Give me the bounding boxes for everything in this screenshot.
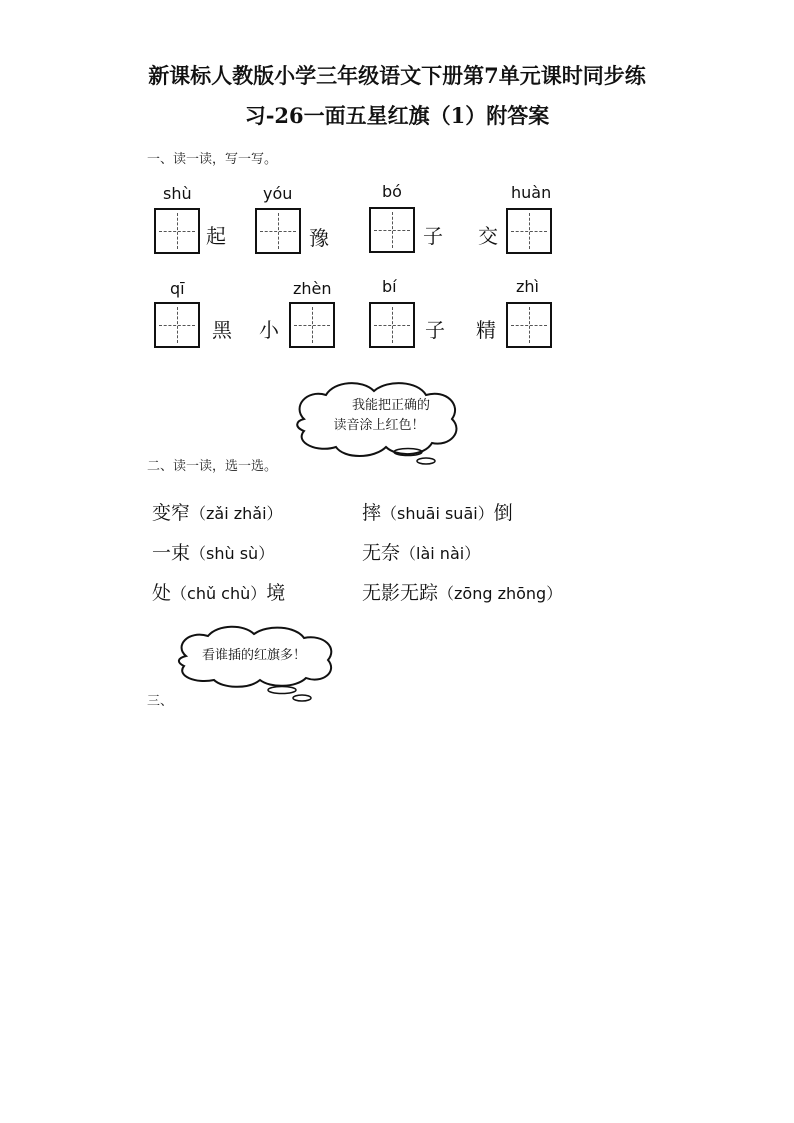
writing-box[interactable] (506, 208, 552, 254)
pinyin-bo: bó (382, 182, 402, 201)
choice-word: 摔 (362, 502, 382, 524)
pinyin-bi: bí (382, 277, 397, 296)
title-line-1: 新课标人教版小学三年级语文下册第7单元课时同步练 (148, 63, 646, 88)
char-hei: 黑 (212, 318, 232, 342)
choice-after: 倒 (493, 502, 513, 524)
char-zi: 子 (423, 224, 443, 248)
writing-box[interactable] (255, 208, 301, 254)
writing-box[interactable] (506, 302, 552, 348)
writing-box[interactable] (289, 302, 335, 348)
writing-box[interactable] (154, 208, 200, 254)
writing-box[interactable] (369, 207, 415, 253)
choice-pinyin[interactable]: （lài nài） (400, 544, 481, 563)
pinyin-huan: huàn (511, 183, 552, 202)
char-jing: 精 (476, 318, 496, 342)
choice-pinyin[interactable]: （zōng zhōng） (438, 584, 563, 603)
pinyin-zhi: zhì (516, 277, 539, 296)
cloud-1-text (304, 396, 454, 436)
char-yu: 豫 (309, 226, 329, 250)
choice-pinyin[interactable]: （shuāi suāi） (381, 504, 494, 523)
title-line-2: 习-26一面五星红旗（1）附答案 (244, 103, 550, 128)
choice-item (152, 538, 274, 565)
char-zi-2: 子 (425, 318, 445, 342)
char-qi: 起 (206, 224, 226, 248)
choice-word: 一束 (152, 542, 191, 564)
choice-word: 无影无踪 (362, 582, 439, 604)
choice-pinyin[interactable]: （chǔ chù） (171, 584, 267, 603)
pinyin-shu: shù (163, 184, 192, 203)
cloud-1-line-1: 我能把正确的 (351, 398, 430, 413)
choice-word: 处 (152, 582, 172, 604)
writing-box[interactable] (369, 302, 415, 348)
pinyin-zhen: zhèn (293, 279, 332, 298)
pinyin-you: yóu (263, 184, 293, 203)
choice-item (362, 578, 562, 605)
choice-item (152, 578, 285, 605)
choice-pinyin[interactable]: （shù sù） (190, 544, 275, 563)
section-1-heading: 一、读一读，写一写。 (147, 152, 278, 167)
choice-item (152, 498, 283, 525)
choice-word: 无奈 (362, 542, 401, 564)
choice-item (362, 538, 480, 565)
section-2-heading: 二、读一读，选一选。 (147, 459, 278, 474)
cloud-1-line-2: 读音涂上红色！ (333, 418, 425, 433)
char-xiao: 小 (259, 318, 279, 342)
choice-after: 境 (266, 582, 286, 604)
pinyin-qi: qī (170, 279, 185, 298)
cloud-2-text: 看谁插的红旗多！ (201, 648, 306, 663)
choice-pinyin[interactable]: （zǎi zhǎi） (190, 504, 283, 523)
writing-box[interactable] (154, 302, 200, 348)
char-jiao: 交 (478, 224, 498, 248)
choice-word: 变窄 (152, 502, 191, 524)
section-3-heading: 三、 (147, 694, 174, 709)
choice-item (362, 498, 513, 525)
